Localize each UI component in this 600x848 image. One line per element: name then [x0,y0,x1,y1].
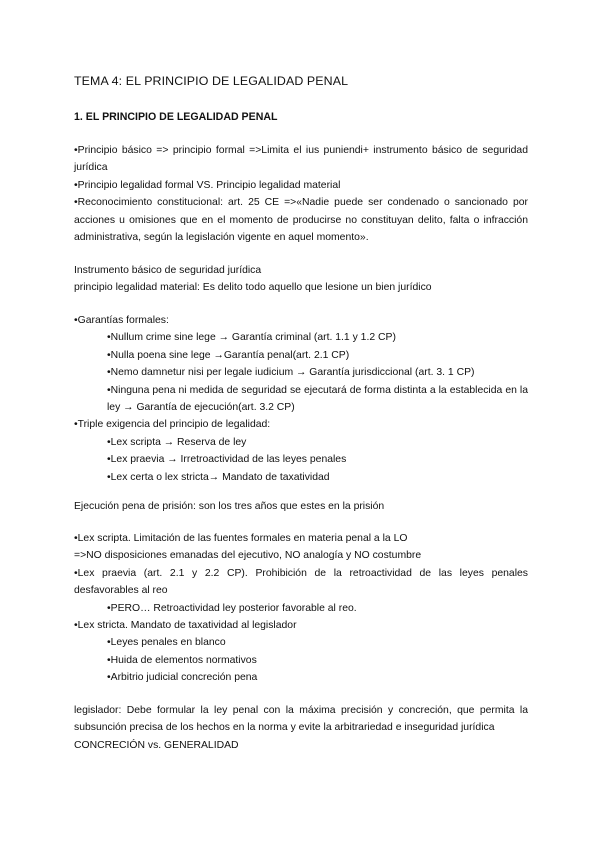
list-item: •Nemo damnetur nisi per legale iudicium → Garantía jurisdiccional (art. 3. 1 CP) [107,367,475,379]
list-item: •Huida de elementos normativos [107,654,257,666]
paragraph-principio-basico: •Principio básico => principio formal =>Limita el ius puniendi+ instrumento básico de seguridad jurídica [74,145,528,174]
list-item: •Lex certa o lex stricta→ Mandato de taxatividad [107,471,330,483]
paragraph-ejecucion: Ejecución pena de prisión: son los tres años que estes en la prisión [74,501,385,512]
paragraph-legislador: legislador: Debe formular la ley penal con la máxima precisión y concreción, que permita la subsunción precisa de los hechos en la norma y evite la arbitrariedad e inseguridad jurídica [74,705,528,734]
paragraph-lex-praevia: •Lex praevia (art. 2.1 y 2.2 CP). Prohibición de la retroactividad de las leyes penales desfavorables al reo [74,567,528,597]
list-item: •Nulla poena sine lege →Garantía penal(art. 2.1 CP) [107,349,350,361]
triple-heading: •Triple exigencia del principio de legalidad: [74,419,271,431]
list-item: •Leyes penales en blanco [107,637,226,649]
intro-block [74,142,528,246]
note-legalidad-material: principio legalidad material: Es delito todo aquello que lesione un bien jurídico [74,282,432,294]
list-item: •Ninguna pena ni medida de seguridad se ejecutará de forma distinta a la establecida en la ley → Garantía de ejecución(art. 3.2 CP) [107,384,528,414]
list-item: •PERO… Retroactividad ley posterior favorable al reo. [107,602,357,614]
lex-block [74,530,528,687]
legislador-block [74,702,528,754]
list-item: •Lex praevia → Irretroactividad de las leyes penales [107,454,347,466]
garantias-heading: •Garantías formales: [74,315,169,326]
paragraph-lex-stricta: •Lex stricta. Mandato de taxatividad al legislador [74,620,297,632]
paragraph-reconocimiento: •Reconocimiento constitucional: art. 25 CE =>«Nadie puede ser condenado o sancionado por acciones u omisiones que en el momento de producirse no constituyan delito, falta o infracción administrativa, según la legislación vigente en aquel momento». [74,197,528,244]
paragraph-lex-scripta: •Lex scripta. Limitación de las fuentes formales en materia penal a la LO [74,533,408,544]
paragraph-concrecion: CONCRECIÓN vs. GENERALIDAD [74,739,239,751]
list-item: •Lex scripta → Reserva de ley [107,436,247,448]
list-item: •Arbitrio judicial concreción pena [107,672,258,684]
section-heading: 1. EL PRINCIPIO DE LEGALIDAD PENAL [74,111,278,123]
notes-block [74,262,528,297]
list-item: •Nullum crime sine lege → Garantía criminal (art. 1.1 y 1.2 CP) [107,332,396,344]
paragraph-legalidad-formal: •Principio legalidad formal VS. Principio legalidad material [74,179,341,191]
garantias-block [74,312,528,486]
note-instrumento: Instrumento básico de seguridad jurídica [74,265,262,276]
page-title: TEMA 4: EL PRINCIPIO DE LEGALIDAD PENAL [74,74,349,88]
paragraph-no-disposiciones: =>NO disposiciones emanadas del ejecutivo, NO analogía y NO costumbre [74,550,422,562]
ejecucion-block [74,498,528,515]
